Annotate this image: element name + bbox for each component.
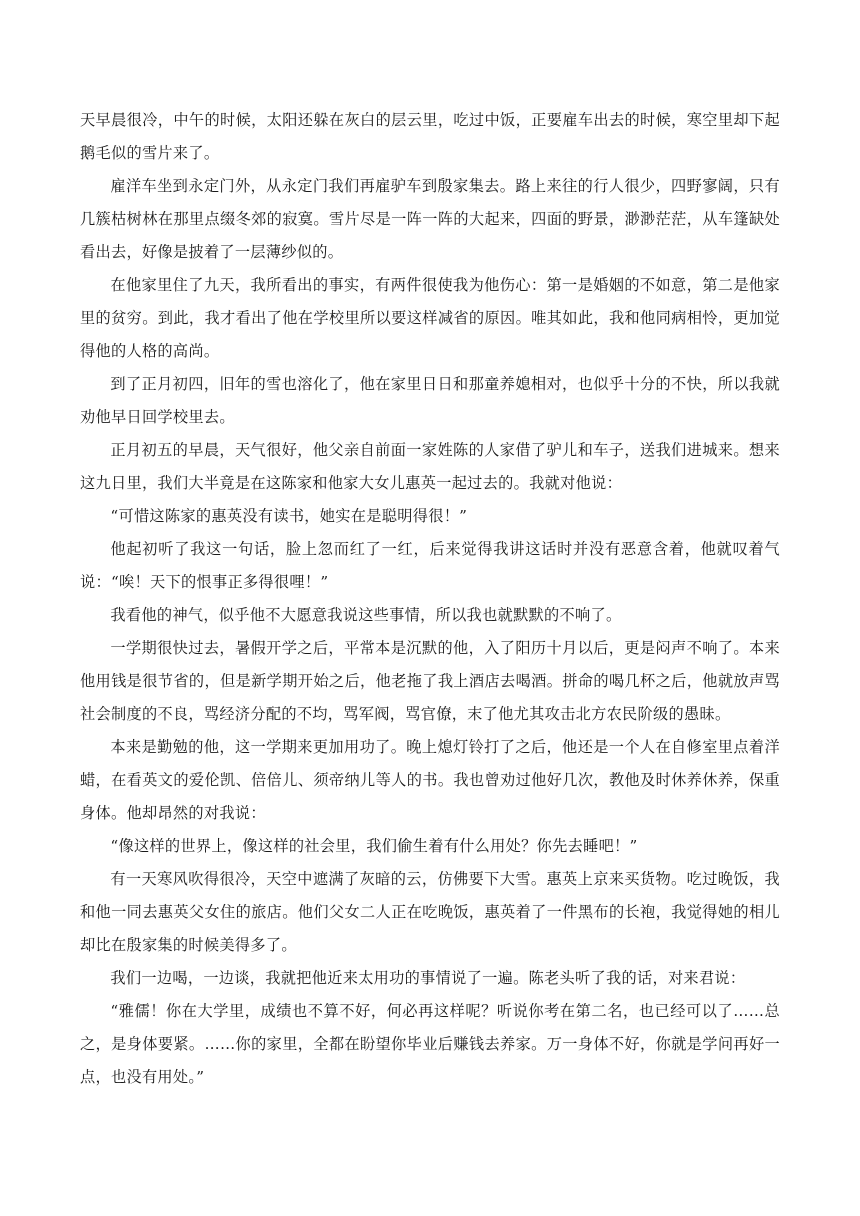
paragraph-9: 一学期很快过去，暑假开学之后，平常本是沉默的他，入了阳历十月以后，更是闷声不响了。本来他用钱是很节省的，但是新学期开始之后，他老拖了我上酒店去喝酒。拼命的喝几杯之后，他就放声骂社会制度的不良，骂经济分配的不均，骂军阀，骂官僚，末了他尤其攻击北方农民阶级的愚昧。 [80,639,780,723]
paragraph-14: “雅儒！你在大学里，成绩也不算不好，何必再这样呢？听说你考在第二名，也已经可以了……总之，是身体要紧。……你的家里，全都在盼望你毕业后赚钱去养家。万一身体不好，你就是学问再好一点，也没有用处。” [80,1002,780,1086]
paragraph-6: “可惜这陈家的惠英没有读书，她实在是聪明得很！” [110,507,468,525]
paragraph-8: 我看他的神气，似乎他不大愿意我说这些事情，所以我也就默默的不响了。 [110,606,622,624]
paragraph-10: 本来是勤勉的他，这一学期来更加用功了。晚上熄灯铃打了之后，他还是一个人在自修室里点着洋蜡，在看英文的爱伦凯、倍倍儿、须帝纳儿等人的书。我也曾劝过他好几次，教他及时休养休养，保重身体。他却昂然的对我说： [80,738,780,822]
paragraph-5: 正月初五的早晨，天气很好，他父亲自前面一家姓陈的人家借了驴儿和车子，送我们进城来。想来这九日里，我们大半竟是在这陈家和他家大女儿惠英一起过去的。我就对他说： [80,441,780,492]
paragraph-2: 雇洋车坐到永定门外，从永定门我们再雇驴车到殷家集去。路上来往的行人很少，四野寥阔，只有几簇枯树林在那里点缀冬郊的寂寞。雪片尽是一阵一阵的大起来，四面的野景，渺渺茫茫，从车篷缺处看出去，好像是披着了一层薄纱似的。 [80,177,780,261]
paragraph-7: 他起初听了我这一句话，脸上忽而红了一红，后来觉得我讲这话时并没有恶意含着，他就叹着气说：“唉！天下的恨事正多得很哩！” [80,540,780,591]
paragraph-12: 有一天寒风吹得很冷，天空中遮满了灰暗的云，仿佛要下大雪。惠英上京来买货物。吃过晚饭，我和他一同去惠英父女住的旅店。他们父女二人正在吃晚饭，惠英着了一件黑布的长袍，我觉得她的相儿却比在殷家集的时候美得多了。 [80,870,780,954]
paragraph-3: 在他家里住了九天，我所看出的事实，有两件很使我为他伤心：第一是婚姻的不如意，第二是他家里的贫穷。到此，我才看出了他在学校里所以要这样减省的原因。唯其如此，我和他同病相怜，更加觉得他的人格的高尚。 [80,276,780,360]
paragraph-11: “像这样的世界上，像这样的社会里，我们偷生着有什么用处？你先去睡吧！” [110,837,638,855]
paragraph-4: 到了正月初四，旧年的雪也溶化了，他在家里日日和那童养媳相对，也似乎十分的不快，所以我就劝他早日回学校里去。 [80,375,780,426]
paragraph-1: 天早晨很冷，中午的时候，太阳还躲在灰白的层云里，吃过中饭，正要雇车出去的时候，寒空里却下起鹅毛似的雪片来了。 [80,111,780,162]
document-body [80,104,780,1094]
paragraph-13: 我们一边喝，一边谈，我就把他近来太用功的事情说了一遍。陈老头听了我的话，对来君说： [110,969,746,987]
